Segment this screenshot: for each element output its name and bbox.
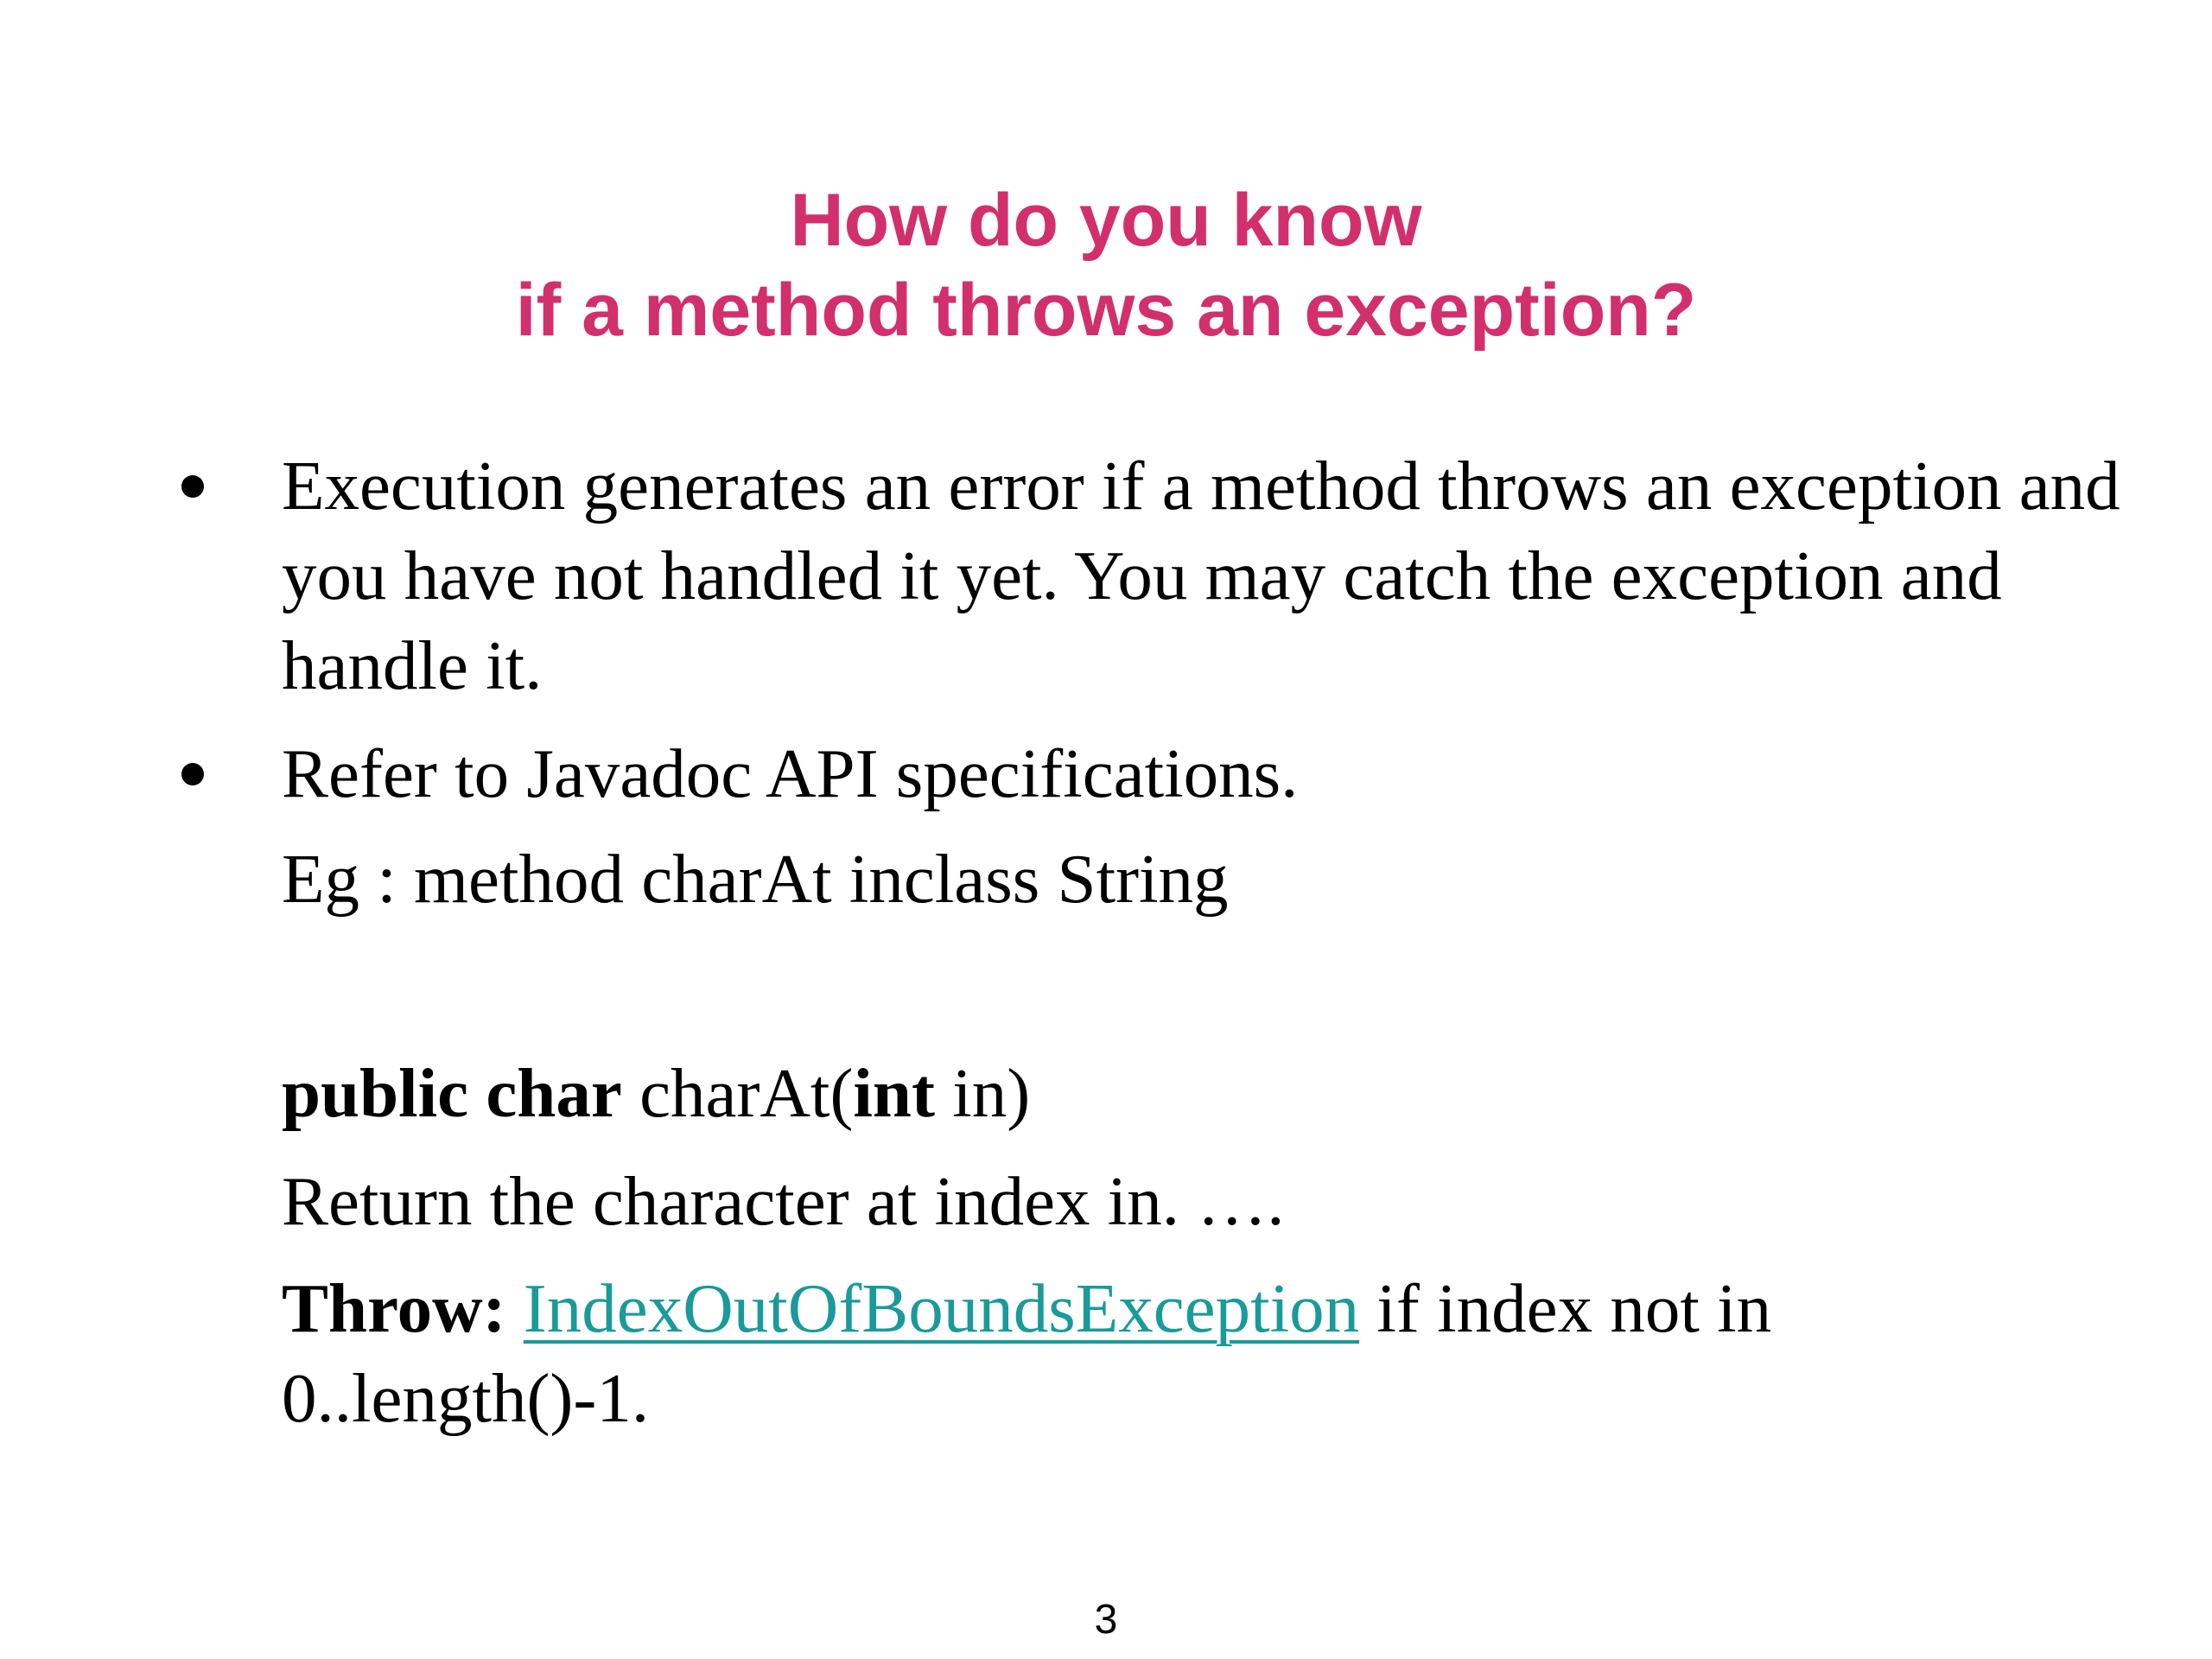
method-param: in) [934,1054,1031,1132]
bullet-dot-icon [181,763,204,785]
keyword-public-char: public char [282,1054,622,1132]
exception-link[interactable]: IndexOutOfBoundsException [523,1269,1360,1347]
slide-title-line-1: How do you know [790,179,1422,262]
slide-title [0,175,2212,355]
page-number: 3 [1094,1597,1118,1643]
method-name: charAt( [621,1054,854,1132]
bullet-dot-icon [181,475,204,498]
bullet-item-javadoc: Refer to Javadoc API specifications. [282,734,1299,812]
method-signature [282,1048,2148,1138]
return-description: Return the character at index in. …. [282,1162,1285,1240]
example-line: Eg : method charAt inclass String [282,840,1229,918]
throw-label: Throw: [282,1269,506,1347]
bullet-item-execution: Execution generates an error if a method throws an exception and you have not handled it yet. You may catch the exception and handle it. [282,447,2120,704]
slide-title-line-2: if a method throws an exception? [515,269,1697,352]
keyword-int: int [853,1054,935,1132]
throw-condition: if index not in 0..length()-1. [282,1269,1772,1437]
throw-description [282,1263,2148,1443]
